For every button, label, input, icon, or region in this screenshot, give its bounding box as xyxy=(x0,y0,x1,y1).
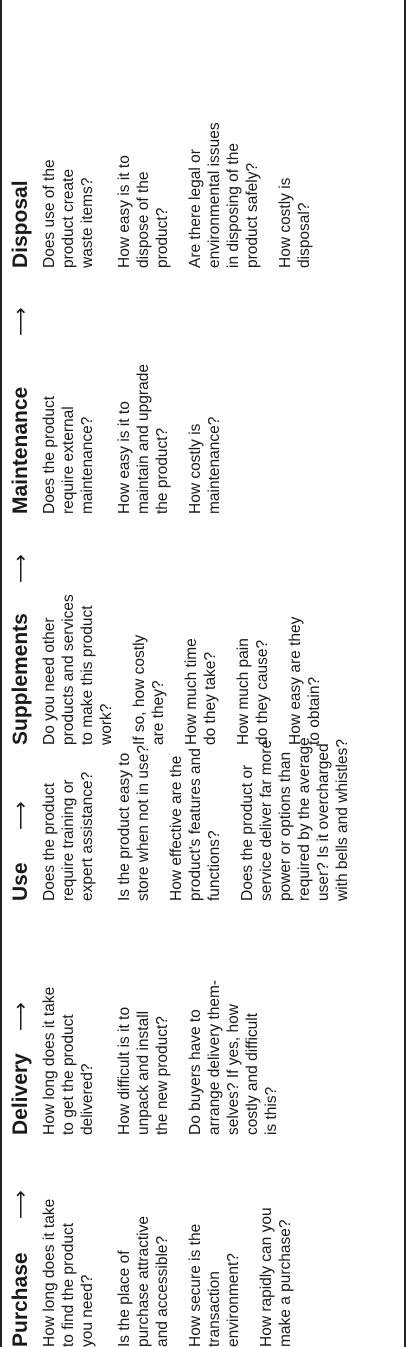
heading-purchase: Purchase xyxy=(9,1252,32,1347)
question-text: If so, how costly are they? xyxy=(131,634,167,745)
question-text: Do buyers have to arrange delivery them- selves? If yes, how costly and difficult is this? xyxy=(187,979,280,1135)
question-text: Is the product easy to store when not in use? xyxy=(116,745,152,901)
question-text: How effective are the product's features and functions? xyxy=(168,748,223,901)
column-supplements xyxy=(40,535,338,745)
question-text: Is the place of purchase attractive and accessible? xyxy=(116,1216,171,1347)
question-text: How easy is it to dispose of the product? xyxy=(116,155,171,268)
column-purchase xyxy=(40,1137,309,1347)
column-maintenance xyxy=(40,304,238,514)
question-text: Does the product or service deliver far more power or options than required by the average user? Is it overcharged with bells and whistles? xyxy=(239,737,351,901)
arrow-icon: ⟶ xyxy=(10,554,32,583)
arrow-icon: ⟶ xyxy=(10,1190,32,1219)
question-text: How long does it take to get the product delivered? xyxy=(41,986,96,1135)
arrow-icon: ⟶ xyxy=(10,307,32,336)
heading-maintenance: Maintenance xyxy=(9,386,32,514)
heading-delivery: Delivery xyxy=(9,1053,32,1135)
question-text: How much time do they take? xyxy=(183,638,219,745)
question-text: How rapidly can you make a purchase? xyxy=(258,1207,294,1347)
question-text: How difficult is it to unpack and install the new product? xyxy=(116,1006,171,1135)
heading-use: Use xyxy=(9,862,32,901)
heading-supplements: Supplements xyxy=(9,613,32,745)
question-text: How easy are they to obtain? xyxy=(287,616,323,745)
question-text: How easy is it to maintain and upgrade the product? xyxy=(116,364,171,514)
top-rule xyxy=(0,0,2,1347)
question-text: Are there legal or environmental issues in disposing of the product safely? xyxy=(187,122,261,268)
column-disposal xyxy=(40,58,328,268)
question-text: Does use of the product create waste items? xyxy=(41,159,96,268)
question-text: How much pain do they cause? xyxy=(235,638,271,745)
bottom-rule xyxy=(404,0,406,1347)
column-delivery xyxy=(40,925,295,1135)
heading-disposal: Disposal xyxy=(9,180,32,268)
arrow-icon: ⟶ xyxy=(10,801,32,830)
question-text: Does the product require external maintenance? xyxy=(41,395,96,514)
question-text: How secure is the transaction environment? xyxy=(187,1223,242,1347)
question-text: Does the product require training or expert assistance? xyxy=(41,771,96,901)
question-text: Do you need other products and services to make this product work? xyxy=(41,594,115,745)
arrow-icon: ⟶ xyxy=(10,1002,32,1031)
question-text: How long does it take to find the product you need? xyxy=(41,1198,96,1347)
question-text: How costly is maintenance? xyxy=(187,416,223,514)
question-text: How costly is disposal? xyxy=(277,177,313,268)
